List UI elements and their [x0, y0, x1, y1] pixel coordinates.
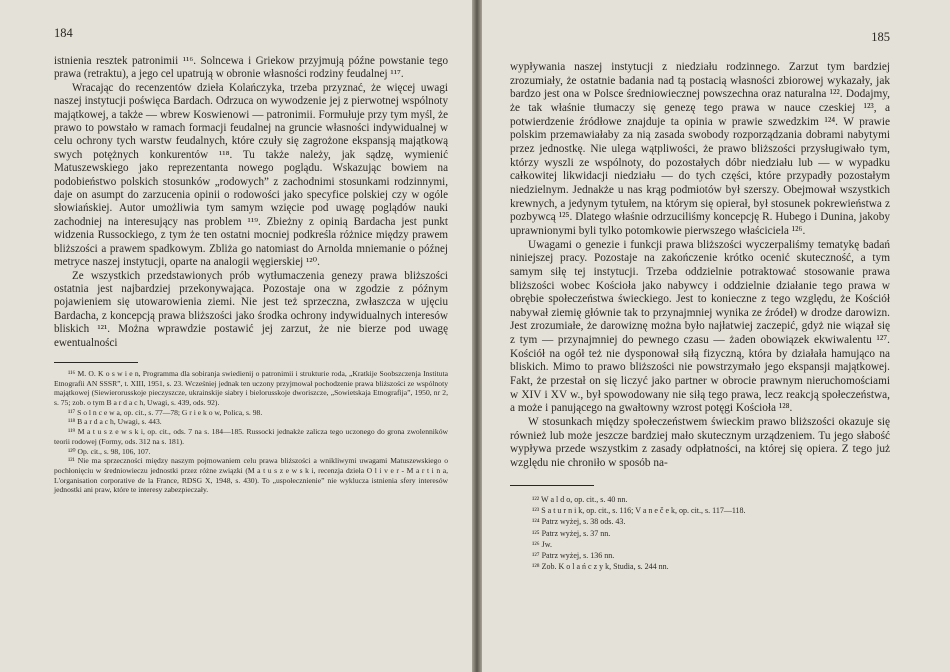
footnote-separator — [510, 485, 594, 486]
main-text — [54, 55, 448, 350]
page-number: 185 — [871, 30, 890, 44]
left-page — [0, 0, 472, 672]
footnote: ¹¹⁹ M a t u s z e w s k i, op. cit., ods. 7 na s. 184—185. Russocki jednakże zalicza tego uczonego do grona zwolenników teorii rodowej (Formy, ods. 312 na s. 181). — [54, 427, 448, 446]
footnote-separator — [54, 362, 138, 363]
footnote: ¹²² W a l d o, op. cit., s. 40 nn. — [532, 494, 628, 504]
footnotes — [510, 494, 890, 573]
paragraph: Uwagami o genezie i funkcji prawa bliższości wyczerpaliśmy tematykę badań niniejszej pracy. Pozostaje na zakończenie krótko ocenić skuteczność, a tym samym siłę tej instytucji. Trzeba oddzielnie potraktować stosowanie prawa bliższości wobec Kościoła jako nabywcy i oddzielnie działanie tego prawa w obrębie społeczeństwa świeckiego. Jest to konieczne z tego względu, że Kościół nabywał ziemię głównie tak to przynajmniej wynika ze źródeł) w drodze darowizn. Jest zrozumiałe, że darowiznę można było najłatwiej zaczepić, gdyż nie wiązał się z tym — przynajmniej do pewnego czasu — żaden obowiązek ekwiwalentu ¹²⁷. Kościół na ogół też nie dysponował siłą fizyczną, która by działała hamująco na bliskich. Mimo to prawo bliższości nie powstrzymało jego ekspansji majątkowej. Fakt, że przestał on się liczyć jako partner w obrocie prawnym nieruchomościami w XIV i XV w., był spowodowany nie siłą tego prawa, lecz reakcją społeczeństwa, a może i panującego na gwałtowny wzrost potęgi Kościoła ¹²⁸. — [510, 238, 890, 415]
footnote: ¹²³ S a t u r n i k, op. cit., s. 116; V a n e č e k, op. cit., s. 117—118. — [532, 505, 746, 515]
paragraph: Wracając do recenzentów dzieła Kolańczyka, trzeba przyznać, że więcej uwagi naszej instytucji poświęca Bardach. Odrzuca on wywodzenie jej z pierwotnej wspólnoty majątkowej, a także — wbrew Koswienowi — patronimii. Formułuje przy tym myśl, że prawo to powstało w ramach formacji feudalnej na gruncie własności indywidualnej w celu ochrony tych warstw feudalnych, które czuły się zagrożone ekspansją majątkową swych potężnych konkurentów ¹¹⁸. Tu także należy, jak sądzę, wymienić Matuszewskiego jako reprezentanta nowego poglądu. Wskazując bowiem na podobieństwo polskich stosunków „rodowych” z zachodnimi stosunkami rodzinnymi, daje on asumpt do zarzucenia opinii o rodowości jako specyfice polskiej czy w ogóle słowiańskiej. Autor umożliwia tym samym wzięcie pod uwagę poglądów nauki zachodniej na interesujący nas problem ¹¹⁹. Zbieżny z opinią Bardacha jest punkt widzenia Russockiego, z tym że ten ostatni mocniej podkreśla różnice między prawem bliższości a prawem spadkowym. Zbliża go natomiast do Arnolda mniemanie o późnej metryce naszej instytucji, oparte na analogii węgierskiej ¹²⁰. — [54, 81, 448, 269]
footnote: ¹²⁷ Patrz wyżej, s. 136 nn. — [532, 551, 615, 561]
footnote: ¹²⁰ Op. cit., s. 98, 106, 107. — [68, 446, 151, 456]
paragraph: W stosunkach między społeczeństwem świeckim prawo bliższości okazuje się również lub może jeszcze bardziej mało skutecznym urządzeniem. Tu jego słabość wypływa przede wszystkim z zasady odpłatności, na której się opiera. Z tego już względu nie chroniło w sposób na- — [510, 416, 890, 470]
footnote: ¹²⁴ Patrz wyżej, s. 38 ods. 43. — [532, 517, 626, 527]
main-text — [510, 61, 890, 471]
footnotes — [54, 369, 448, 495]
book-gutter — [472, 0, 482, 672]
footnote: ¹²⁸ Zob. K o l a ń c z y k, Studia, s. 244 nn. — [532, 562, 669, 572]
footnote: ¹²¹ Nie ma sprzeczności między naszym pojmowaniem celu prawa bliższości a wnikliwymi uwagami Matuszewskiego o pochłonięciu w średniowieczu jednostki przez różne związki (M a t u s z e w s k i, recenzja dzieła O l i v e r - M a r t i n a, L'organisation corporative de la France, RDSG X, 1948, s. 430). To „uspołecznienie” nie wyklucza istnienia sfery interesów jednostki ani praw, które te interesy zabezpieczały. — [54, 456, 448, 495]
paragraph: wypływania naszej instytucji z niedziału rodzinnego. Zarzut tym bardziej zrozumiały, że ostatnie badania nad tą postacią własności zbiorowej wykazały, jak bardzo jest ona w Polsce średniowiecznej powszechna oraz naturalna ¹²². Dodajmy, że tak właśnie tłumaczy się genezę tego prawa w nauce czeskiej ¹²³, a potwierdzenie źródłowe znajduje ta opinia w prawie szwedzkim ¹²⁴. W prawie polskim przemawiałaby za nią zasada swobody rozporządzania dobrami nabytymi przez jednostkę. Nie ulega wątpliwości, że prawo bliższości przysługiwało tym, którzy wyszli ze wspólnoty, do pozostałych dóbr niedziału lub — w wypadku całkowitej likwidacji niedziału — do tych części, które przypadły pozostałym niedzielnym. Jednakże u nas krąg podmiotów był szerszy. Obejmował wszystkich krewnych, a jedynym tytułem, na którym się opierał, był stosunek pokrewieństwa z pozbywcą ¹²⁵. Dlatego właśnie odrzuciliśmy koncepcję R. Hubego i Dunina, jakoby uprawnionymi byli tylko potomkowie pierwszego właściciela ¹²⁶. — [510, 61, 890, 237]
footnote: ¹²⁶ Jw. — [532, 539, 552, 549]
footnote: ¹¹⁷ S o l n c e w a, op. cit., s. 77—78; G r i e k o w, Polica, s. 98. — [68, 407, 263, 417]
right-page — [482, 0, 950, 672]
paragraph: istnienia resztek patronimii ¹¹⁶. Solncewa i Griekow przyjmują późne powstanie tego prawa (retraktu), a jego cel upatrują w obronie własności rodziny feudalnej ¹¹⁷. — [54, 55, 448, 81]
paragraph: Ze wszystkich przedstawionych prób wytłumaczenia genezy prawa bliższości ostatnia jest najbardziej przekonywająca. Pozostaje ona w zgodzie z późnym pojawieniem się utowarowienia ziemi. Nie jest też sprzeczna, zwłaszcza w ujęciu Bardacha, z koncepcją prawa bliższości jako środka ochrony indywidualnych interesów bliskich ¹²¹. Można wprawdzie postawić jej zarzut, że nie bierze pod uwagę ewentualności — [54, 269, 448, 349]
footnote: ¹²⁵ Patrz wyżej, s. 37 nn. — [532, 528, 611, 538]
page-number: 184 — [54, 26, 73, 40]
footnote: ¹¹⁶ M. O. K o s w i e n, Programma dla sobiranja swiedienij o patronimii i strukturie roda, „Kratkije Soobszczenja Instituta Etnografii AN SSSR”, t. XIII, 1951, s. 23. Wcześniej jednak ten uczony przyjmował pochodzenie prawa bliższości ze wspólnoty majątkowej (Siewierorusskoje pieczyszcze, ukrainskije siabry i bielorusskoje dworiszcze, „Sowietskaja Etnografija”, 1950, nr 2, s. 75; zob. o tym B a r d a c h, Uwagi, s. 439, ods. 92). — [54, 368, 448, 408]
footnote: ¹¹⁸ B a r d a c h, Uwagi, s. 443. — [68, 417, 162, 427]
